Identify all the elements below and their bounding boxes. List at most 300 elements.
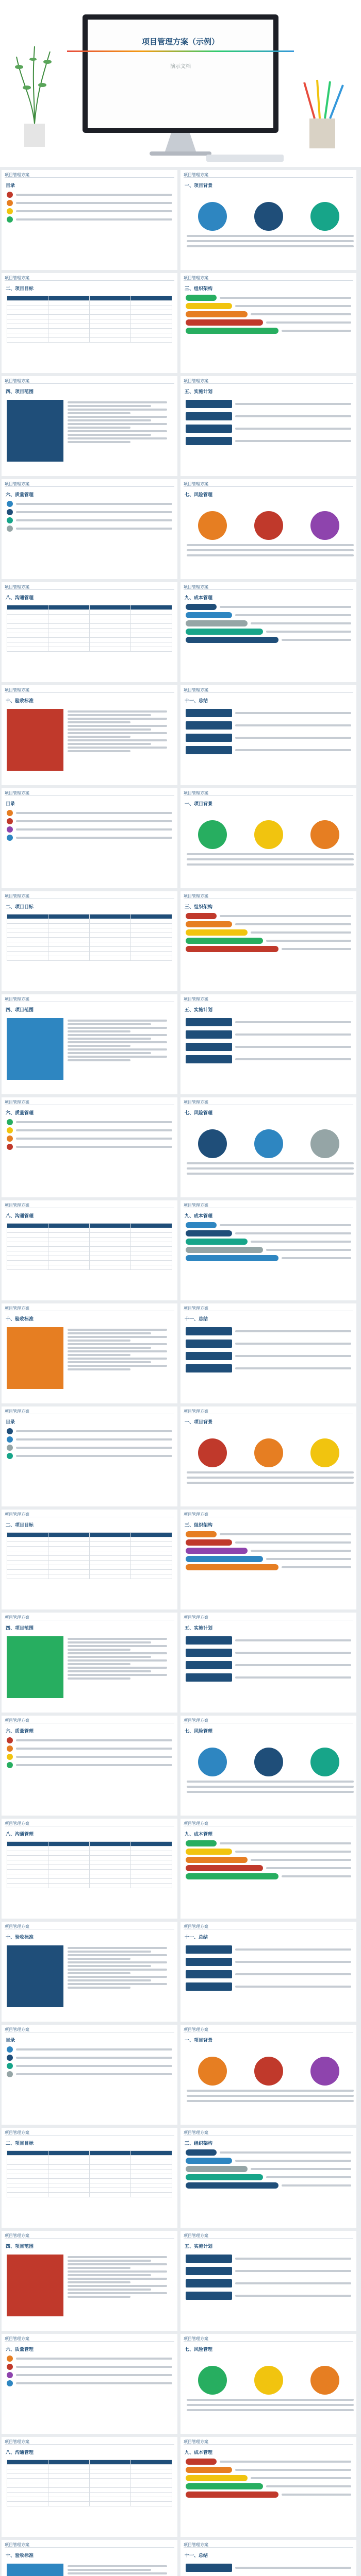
text-line [235, 1046, 351, 1048]
text-line [235, 1961, 351, 1963]
text-line [187, 544, 354, 546]
text-line [282, 330, 351, 332]
text-line [68, 1038, 151, 1040]
list-item [2, 1753, 177, 1761]
text-line [68, 747, 167, 749]
text-line [68, 419, 151, 421]
text-line [235, 2282, 351, 2284]
text-block [68, 1327, 172, 1389]
slide-header-title: 项目管理方案 [184, 688, 208, 692]
step-box [186, 1958, 232, 1966]
text-line [235, 1021, 351, 1023]
slide-header [2, 2128, 177, 2136]
bar-item [180, 1221, 356, 1229]
text-line [187, 1482, 354, 1484]
text-line [68, 1045, 130, 1047]
text-line [16, 2358, 172, 2360]
slide-header-title: 项目管理方案 [5, 1718, 29, 1723]
slide-thumbnail [180, 273, 356, 373]
bar-fill [186, 2158, 232, 2164]
bar-fill [186, 1539, 232, 1546]
text-line [68, 721, 130, 723]
text-line [68, 2270, 167, 2273]
text-line [187, 1162, 354, 1164]
text-line [251, 1550, 351, 1552]
text-line [68, 409, 167, 411]
text-line [68, 736, 130, 738]
image-block [7, 2564, 63, 2576]
slide-heading: 十一、总结 [185, 2553, 208, 2558]
slide-heading: 六、质量管理 [6, 2347, 34, 2352]
slide-header-title: 项目管理方案 [5, 1203, 29, 1208]
circle-row [180, 1128, 356, 1159]
slide-thumbnail [180, 1097, 356, 1197]
slide-header [180, 891, 356, 899]
circle-row [180, 819, 356, 850]
data-table [7, 1532, 172, 1579]
slide-header [180, 994, 356, 1002]
slide-thumbnail [2, 582, 177, 682]
slide-header-title: 项目管理方案 [5, 173, 29, 177]
slide-heading: 十、验收标准 [6, 1935, 34, 1940]
list-item [2, 508, 177, 516]
text-block [68, 2255, 172, 2316]
slide-header-title: 项目管理方案 [184, 1615, 208, 1620]
slide-heading: 八、沟通管理 [6, 595, 34, 600]
bar-fill [186, 1239, 248, 1245]
slide-heading: 九、成本管理 [185, 2450, 213, 2455]
step-box [186, 1982, 232, 1991]
slide-header [2, 1097, 177, 1105]
slide-header [180, 1510, 356, 1517]
slide-header [180, 1097, 356, 1105]
text-line [282, 1257, 351, 1259]
text-line [68, 714, 151, 716]
text-line [187, 2404, 354, 2406]
text-line [266, 1867, 351, 1869]
bullet-icon [7, 1737, 13, 1743]
bullet-icon [7, 192, 13, 198]
slide-thumbnail [2, 891, 177, 991]
slide-header-title: 项目管理方案 [5, 585, 29, 589]
bar-item [180, 2181, 356, 2190]
circle-shape [198, 511, 227, 540]
slide-header [2, 479, 177, 487]
slide-header [180, 2231, 356, 2239]
text-line [187, 1173, 354, 1175]
slide-heading: 九、成本管理 [185, 1832, 213, 1837]
text-line [235, 415, 351, 417]
slide-thumbnail [180, 2437, 356, 2537]
text-line [251, 313, 351, 315]
text-line [68, 1332, 151, 1334]
text-line [68, 416, 167, 418]
slide-header-title: 项目管理方案 [184, 791, 208, 795]
text-line [68, 2278, 167, 2280]
process-step [180, 720, 356, 731]
slide-header-title: 项目管理方案 [184, 1100, 208, 1105]
process-step [180, 2278, 356, 2289]
step-box [186, 721, 232, 730]
process-step [180, 411, 356, 421]
text-line [220, 1842, 351, 1844]
text-line [235, 1851, 351, 1853]
slide-heading: 二、项目目标 [6, 2141, 34, 2146]
circle-row [180, 2056, 356, 2087]
slide-heading: 二、项目目标 [6, 286, 34, 291]
bar-item [180, 2157, 356, 2165]
text-line [187, 1477, 354, 1479]
text-line [266, 2485, 351, 2487]
text-line [68, 1652, 167, 1654]
slide-thumbnail [180, 891, 356, 991]
text-line [266, 631, 351, 633]
list-item [2, 191, 177, 199]
list-item [2, 2379, 177, 2387]
slide-header [180, 788, 356, 796]
text-line [187, 1781, 354, 1783]
bar-item [180, 1856, 356, 1864]
slide-heading: 六、质量管理 [6, 492, 34, 497]
text-line [16, 2374, 172, 2376]
slide-header [180, 170, 356, 178]
bar-fill [186, 629, 263, 635]
bar-fill [186, 921, 232, 927]
slide-thumbnail [2, 1406, 177, 1506]
step-box [186, 425, 232, 433]
bar-item [180, 1848, 356, 1856]
slide-thumbnail [180, 2540, 356, 2576]
text-line [68, 2296, 130, 2298]
bar-item [180, 1530, 356, 1538]
two-column [2, 706, 177, 774]
bar-fill [186, 1849, 232, 1855]
text-line [235, 1343, 351, 1345]
bar-fill [186, 929, 248, 936]
step-box [186, 1055, 232, 1063]
slide-header-title: 项目管理方案 [184, 1512, 208, 1517]
slide-header [180, 1716, 356, 1723]
text-line [68, 728, 151, 731]
bar-fill [186, 2475, 248, 2481]
text-line [68, 1329, 167, 1331]
slide-header [2, 2025, 177, 2032]
slide-heading: 七、风险管理 [185, 1110, 213, 1115]
two-column [2, 1015, 177, 1083]
data-table [7, 2150, 172, 2197]
text-line [68, 1983, 167, 1985]
text-line [187, 2399, 354, 2401]
bar-item [180, 2482, 356, 2490]
slide-thumbnail [180, 994, 356, 1094]
bullet-icon [7, 501, 13, 507]
bar-item [180, 2474, 356, 2482]
step-box [186, 2255, 232, 2263]
text-line [68, 1961, 167, 1963]
slide-header [2, 273, 177, 281]
text-line [282, 2494, 351, 2496]
bar-fill [186, 2467, 232, 2473]
bar-fill [186, 1865, 263, 1871]
step-box [186, 746, 232, 754]
bar-item [180, 2148, 356, 2157]
text-line [187, 863, 354, 866]
text-line [16, 519, 172, 521]
data-table [7, 2460, 172, 2506]
text-line [68, 1947, 167, 1949]
text-block [68, 1945, 172, 2007]
list-item [2, 500, 177, 508]
bar-item [180, 302, 356, 310]
slide-header [180, 685, 356, 693]
divider [5, 2135, 174, 2136]
slide-header-title: 项目管理方案 [184, 173, 208, 177]
bar-item [180, 310, 356, 318]
bar-item [180, 912, 356, 920]
slide-header [180, 2128, 356, 2136]
list-item [2, 2054, 177, 2062]
text-line [68, 750, 130, 752]
slide-header-title: 项目管理方案 [5, 2336, 29, 2341]
divider [184, 280, 353, 281]
slide-header-title: 项目管理方案 [5, 1100, 29, 1105]
text-line [251, 1859, 351, 1861]
bullet-icon [7, 200, 13, 206]
text-block [68, 2564, 172, 2576]
text-line [235, 2567, 351, 2569]
text-line [68, 1368, 130, 1370]
bullet-icon [7, 2055, 13, 2061]
slide-heading: 目录 [6, 1419, 15, 1425]
step-box [186, 1327, 232, 1335]
bar-item [180, 1555, 356, 1563]
text-line [68, 2260, 151, 2262]
circle-shape [310, 1438, 339, 1467]
text-line [68, 1059, 130, 1061]
process-step [180, 1635, 356, 1646]
slide-header-title: 项目管理方案 [5, 997, 29, 1002]
slide-thumbnail [180, 1819, 356, 1919]
text-line [68, 430, 167, 432]
step-box [186, 1661, 232, 1669]
text-line [16, 2065, 172, 2067]
bar-fill [186, 1873, 278, 1879]
circle-shape [310, 1129, 339, 1158]
two-column [2, 2561, 177, 2576]
circle-row [180, 1747, 356, 1777]
slide-header-title: 项目管理方案 [5, 379, 29, 383]
text-line [187, 2100, 354, 2102]
text-line [68, 1343, 167, 1345]
slide-header-title: 项目管理方案 [184, 585, 208, 589]
bullet-icon [7, 1136, 13, 1142]
text-line [68, 2256, 167, 2258]
slide-thumbnail [2, 2437, 177, 2537]
text-line [16, 210, 172, 212]
text-line [68, 1656, 151, 1658]
text-line [16, 1748, 172, 1750]
slide-thumbnail [180, 685, 356, 785]
circle-shape [310, 820, 339, 849]
text-line [220, 1224, 351, 1226]
slide-header [180, 479, 356, 487]
slide-thumbnail [2, 1097, 177, 1197]
bar-item [180, 1229, 356, 1238]
slide-heading: 一、项目背景 [185, 801, 213, 806]
bar-fill [186, 1531, 217, 1537]
slide-heading: 三、组织架构 [185, 1522, 213, 1528]
text-line [235, 1541, 351, 1544]
text-line [251, 931, 351, 934]
slide-header [180, 2540, 356, 2548]
bullet-icon [7, 2355, 13, 2362]
text-line [16, 2366, 172, 2368]
text-line [16, 828, 172, 831]
text-line [16, 194, 172, 196]
text-line [16, 1438, 172, 1440]
bullet-icon [7, 1445, 13, 1451]
text-line [235, 1232, 351, 1234]
text-line [235, 440, 351, 442]
text-line [235, 1664, 351, 1666]
step-box [186, 437, 232, 445]
text-line [282, 1875, 351, 1877]
slide-header-title: 项目管理方案 [184, 2027, 208, 2032]
slide-header [2, 1200, 177, 1208]
bullet-icon [7, 826, 13, 833]
slide-header [180, 582, 356, 590]
image-block [7, 1945, 63, 2007]
circle-shape [198, 1748, 227, 1776]
slide-heading: 十一、总结 [185, 1935, 208, 1940]
slide-heading: 十、验收标准 [6, 2553, 34, 2558]
bar-fill [186, 1857, 248, 1863]
text-line [16, 218, 172, 221]
text-line [68, 1020, 167, 1022]
text-line [68, 1677, 130, 1680]
slide-header-title: 项目管理方案 [5, 482, 29, 486]
process-step [180, 733, 356, 743]
slide-header [180, 1406, 356, 1414]
process-step [180, 1981, 356, 1992]
divider [5, 383, 174, 384]
text-line [68, 1347, 151, 1349]
slide-thumbnail [180, 2025, 356, 2125]
text-line [68, 2572, 167, 2574]
circle-shape [198, 1129, 227, 1158]
bullet-icon [7, 1762, 13, 1768]
bullet-icon [7, 835, 13, 841]
process-step [180, 436, 356, 446]
bar-item [180, 1238, 356, 1246]
bar-fill [186, 303, 232, 309]
slide-heading: 九、成本管理 [185, 595, 213, 600]
text-line [220, 915, 351, 917]
slide-header [2, 994, 177, 1002]
text-line [68, 405, 151, 407]
bullet-icon [7, 1453, 13, 1459]
list-item [2, 809, 177, 817]
text-line [235, 1033, 351, 1036]
slide-thumbnail [2, 1819, 177, 1919]
bar-item [180, 920, 356, 928]
slide-thumbnail [2, 1510, 177, 1609]
text-line [68, 1052, 151, 1054]
text-line [235, 737, 351, 739]
step-box [186, 1673, 232, 1682]
bar-item [180, 2458, 356, 2466]
slide-header-title: 项目管理方案 [184, 482, 208, 486]
slide-header-title: 项目管理方案 [5, 1409, 29, 1414]
text-line [68, 423, 167, 425]
list-item [2, 2371, 177, 2379]
text-line [68, 1336, 167, 1338]
text-line [235, 1639, 351, 1641]
slide-thumbnail [180, 376, 356, 476]
list-item [2, 2070, 177, 2078]
list-item [2, 215, 177, 224]
text-line [68, 1965, 151, 1967]
text-line [68, 2569, 151, 2571]
text-line [251, 622, 351, 624]
divider [184, 486, 353, 487]
slide-header [2, 2437, 177, 2445]
slide-header [180, 1819, 356, 1826]
process-step [180, 1944, 356, 1955]
text-line [16, 1447, 172, 1449]
slide-heading: 五、实施计划 [185, 1007, 213, 1012]
bullet-icon [7, 526, 13, 532]
slide-header [2, 376, 177, 384]
text-line [220, 1533, 351, 1535]
text-line [16, 820, 172, 822]
slide-heading: 九、成本管理 [185, 1213, 213, 1218]
bullet-icon [7, 1428, 13, 1434]
slide-header-title: 项目管理方案 [5, 894, 29, 899]
process-step [180, 1648, 356, 1658]
slide-header [180, 1200, 356, 1208]
text-line [16, 1756, 172, 1758]
text-line [68, 1041, 167, 1043]
text-line [187, 245, 354, 247]
monitor-stand [165, 133, 196, 151]
slide-heading: 三、组织架构 [185, 2141, 213, 2146]
list-item [2, 1134, 177, 1143]
text-line [235, 1676, 351, 1679]
keyboard [206, 155, 284, 162]
slide-header-title: 项目管理方案 [5, 2543, 29, 2547]
two-column [2, 397, 177, 465]
list-item [2, 1761, 177, 1769]
slide-thumbnail [2, 2128, 177, 2228]
bar-item [180, 611, 356, 619]
text-line [68, 1048, 167, 1050]
text-line [68, 2274, 151, 2276]
text-line [187, 235, 354, 237]
step-box [186, 1352, 232, 1360]
divider [5, 2238, 174, 2239]
circle-shape [254, 2366, 283, 2395]
text-line [187, 853, 354, 855]
slide-thumbnail [2, 273, 177, 373]
text-line [235, 2160, 351, 2162]
list-item [2, 524, 177, 533]
text-line [68, 2263, 167, 2265]
text-line [68, 1645, 167, 1647]
text-line [68, 1358, 167, 1360]
text-block [68, 709, 172, 771]
process-step [180, 1029, 356, 1040]
